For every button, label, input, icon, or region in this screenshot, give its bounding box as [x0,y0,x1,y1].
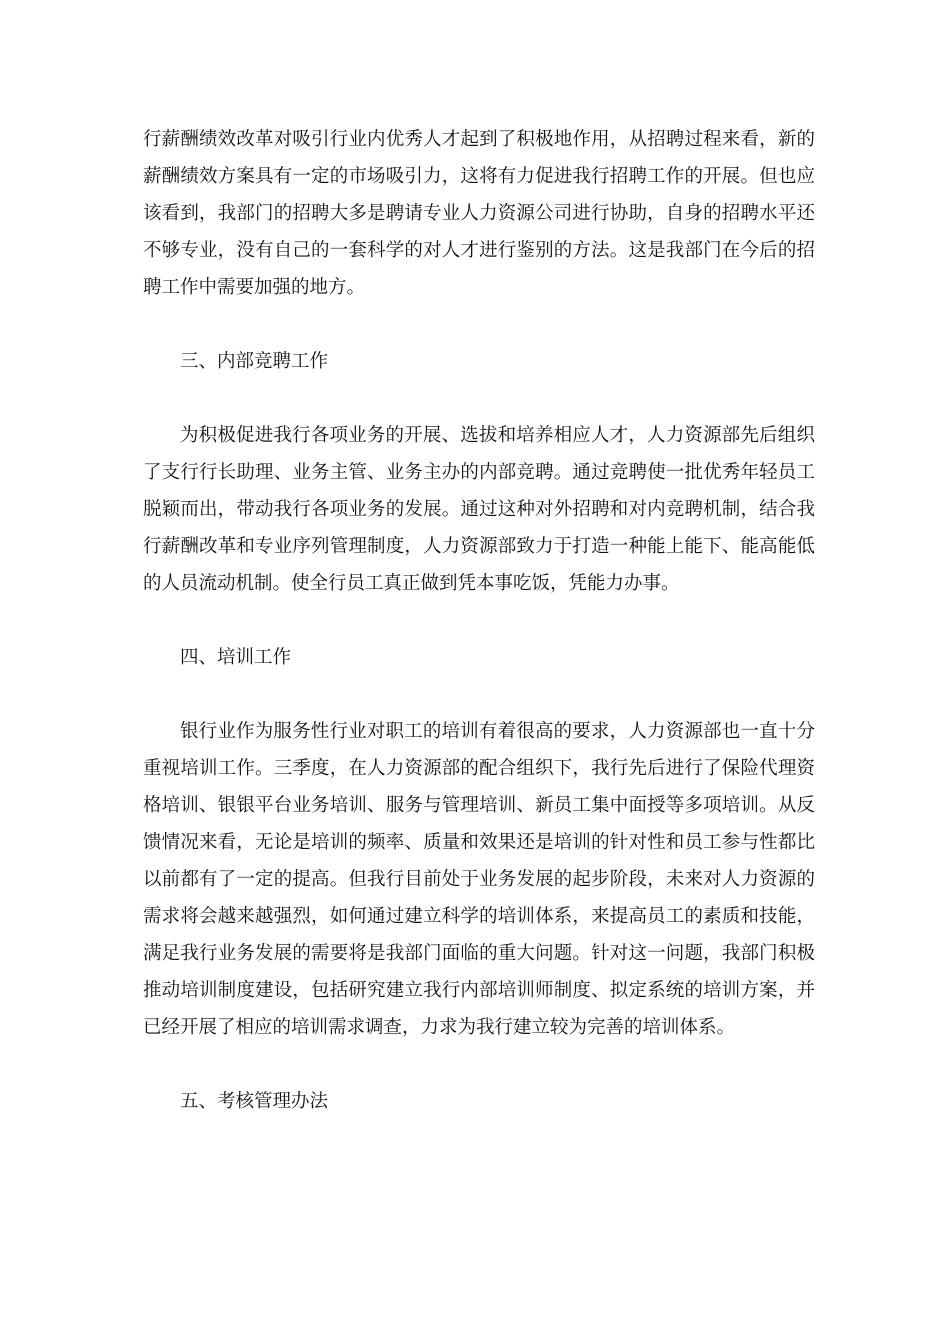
paragraph-spacer [143,380,815,417]
section-heading-assessment: 五、考核管理办法 [180,1091,329,1112]
body-paragraph-recruitment-continued: 行薪酬绩效改革对吸引行业内优秀人才起到了积极地作用，从招聘过程来看，新的薪酬绩效方案具有一定的市场吸引力，这将有力促进我行招聘工作的开展。但也应该看到，我部门的招聘大多是聘请专业人力资源公司进行协助，自身的招聘水平还不够专业，没有自己的一套科学的对人才进行鉴别的方法。这是我部门在今后的招聘工作中需要加强的地方。 [143,129,815,298]
paragraph-spacer [143,602,815,639]
body-paragraph-training: 银行业作为服务性行业对职工的培训有着很高的要求，人力资源部也一直十分重视培训工作。三季度，在人力资源部的配合组织下，我行先后进行了保险代理资格培训、银银平台业务培训、服务与管理培训、新员工集中面授等多项培训。从反馈情况来看，无论是培训的频率、质量和效果还是培训的针对性和员工参与性都比以前都有了一定的提高。但我行目前处于业务发展的起步阶段，未来对人力资源的需求将会越来越强烈，如何通过建立科学的培训体系，来提高员工的素质和技能，满足我行业务发展的需要将是我部门面临的重大问题。针对这一问题，我部门积极推动培训制度建设，包括研究建立我行内部培训师制度、拟定系统的培训方案，并已经开展了相应的培训需求调查，力求为我行建立较为完善的培训体系。 [143,721,815,1038]
section-heading-training: 四、培训工作 [180,647,292,668]
document-body [143,121,815,1120]
paragraph-spacer [143,1046,815,1083]
paragraph-spacer [143,676,815,713]
paragraph-spacer [143,306,815,343]
body-paragraph-internal-competition: 为积极促进我行各项业务的开展、选拔和培养相应人才，人力资源部先后组织了支行行长助理、业务主管、业务主办的内部竞聘。通过竞聘使一批优秀年轻员工脱颖而出，带动我行各项业务的发展。通过这种对外招聘和对内竞聘机制，结合我行薪酬改革和专业序列管理制度，人力资源部致力于打造一种能上能下、能高能低的人员流动机制。使全行员工真正做到凭本事吃饭，凭能力办事。 [143,425,815,594]
section-heading-internal-competition: 三、内部竞聘工作 [180,351,329,372]
